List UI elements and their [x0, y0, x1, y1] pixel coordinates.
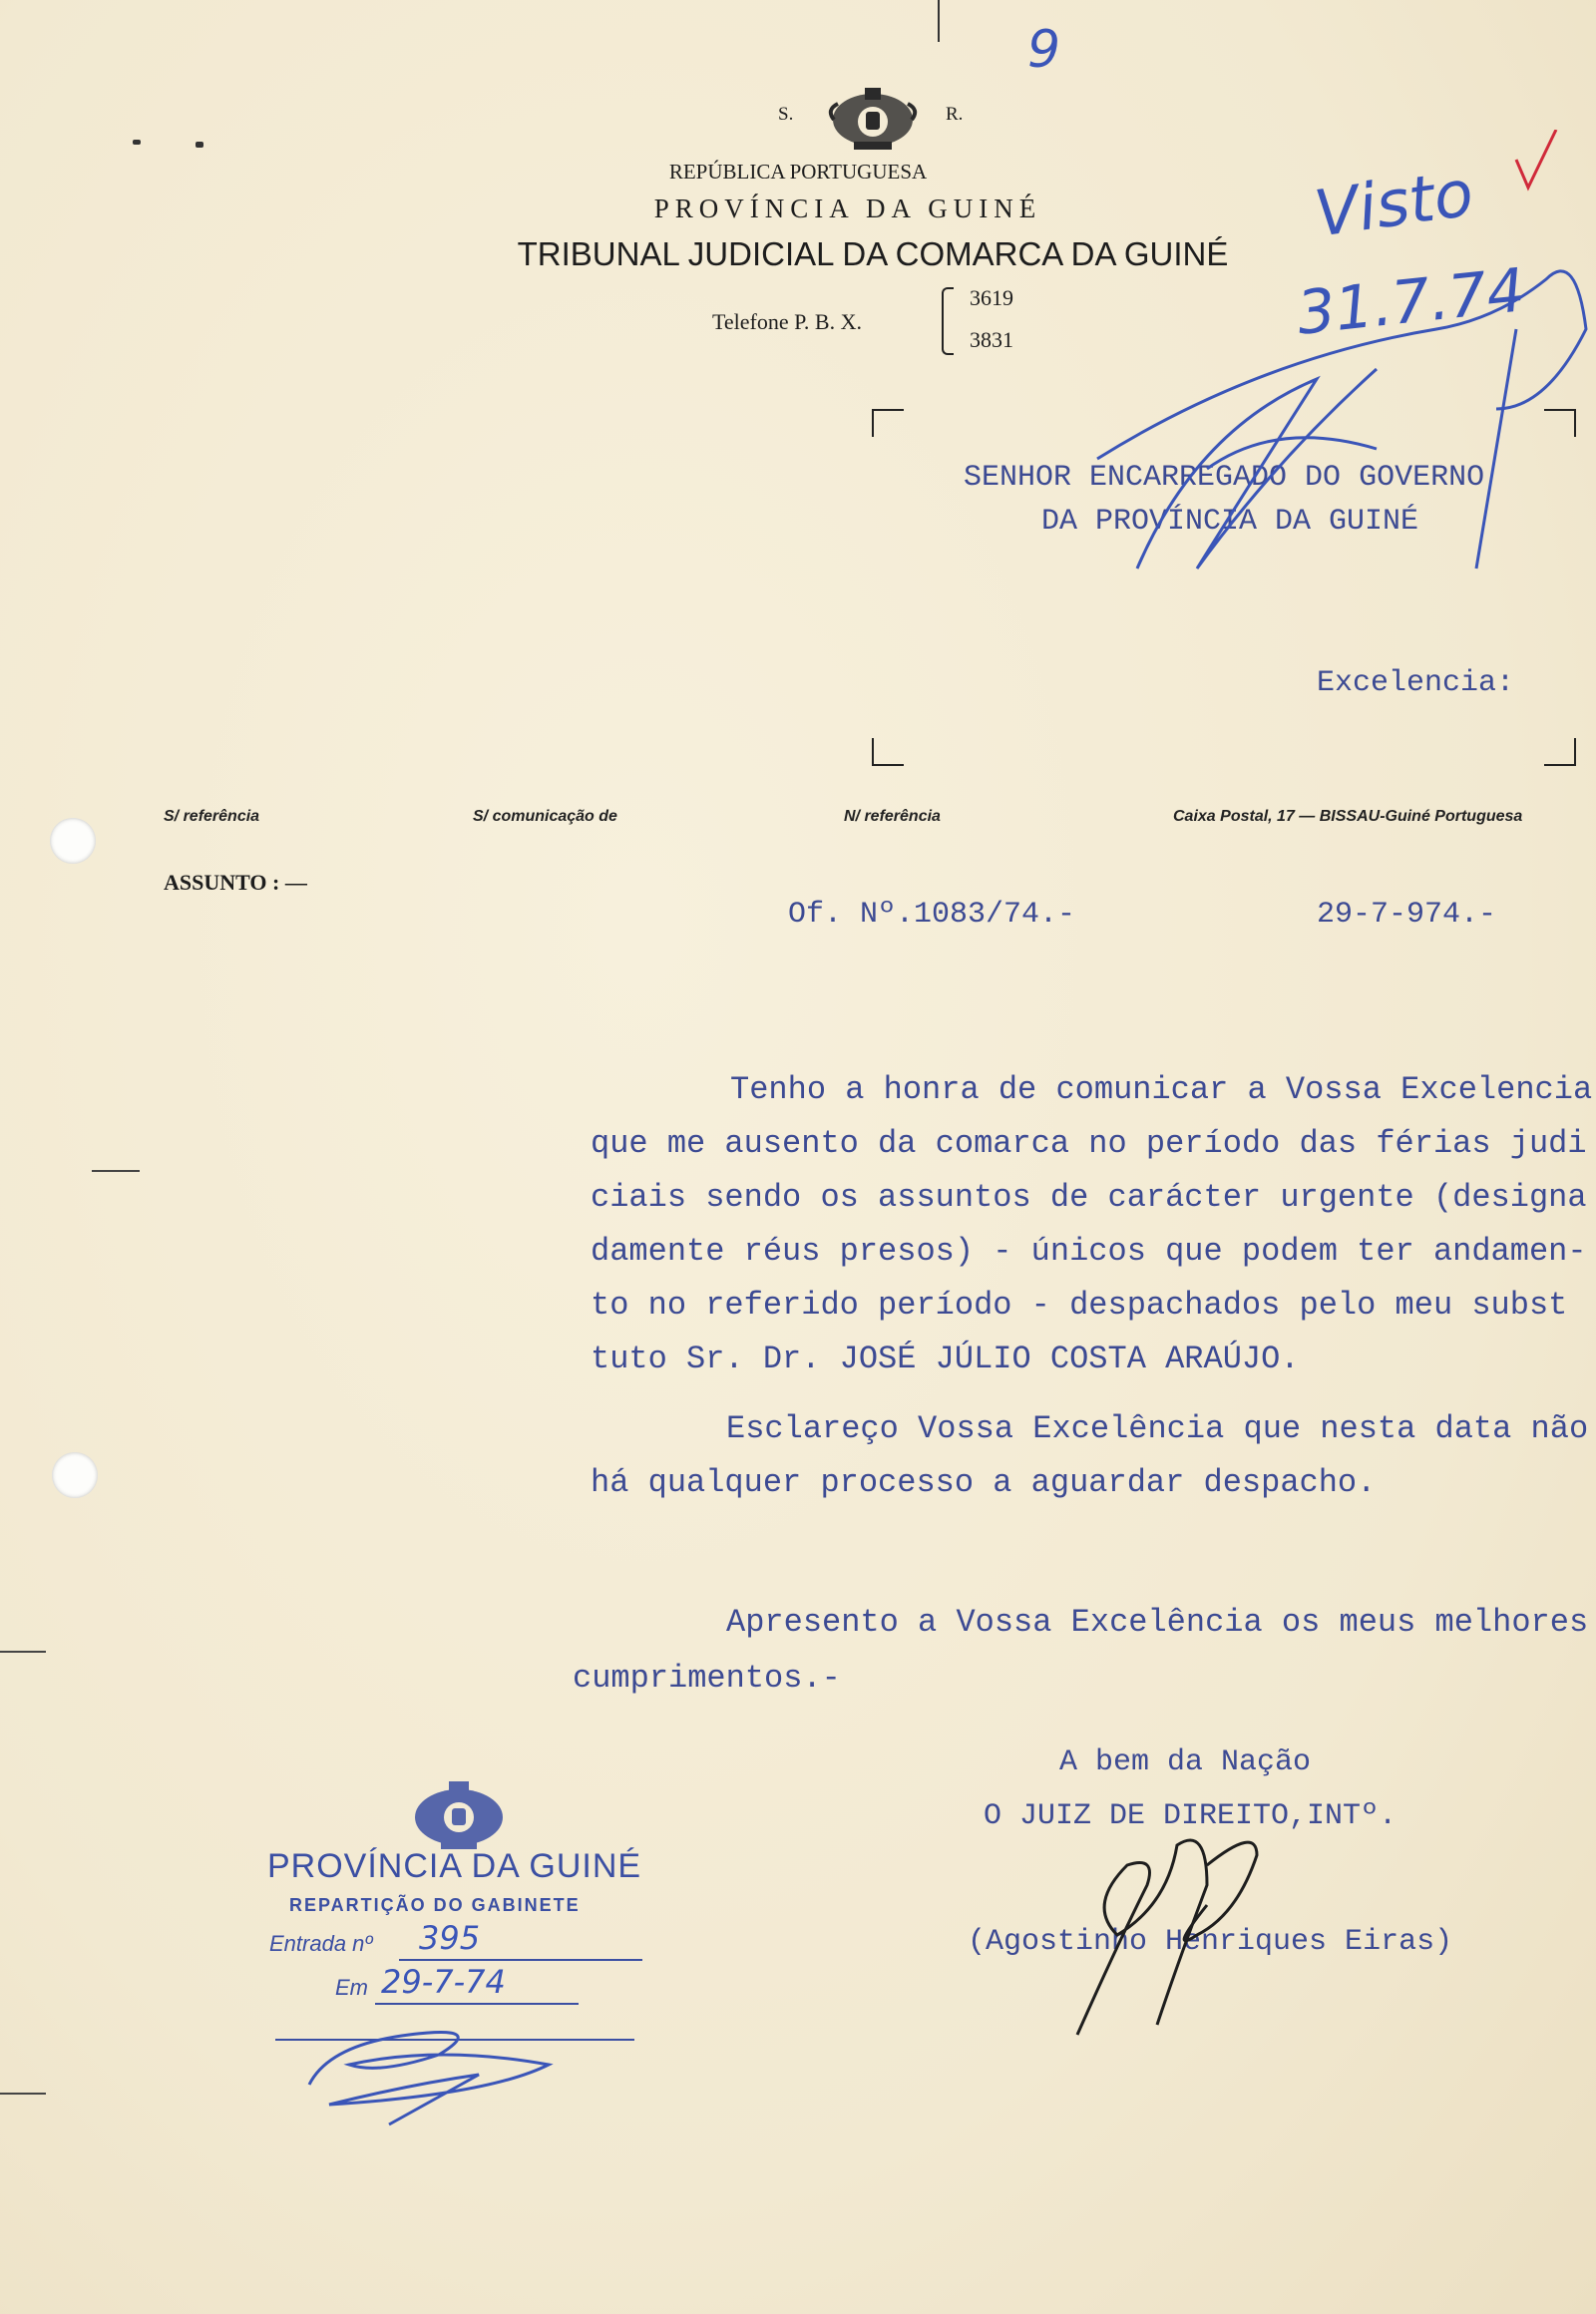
letter-reference: Of. Nº.1083/74.-	[788, 898, 1076, 932]
stamp-entry-label: Entrada nº	[269, 1931, 373, 1956]
letterhead-country: REPÚBLICA PORTUGUESA	[668, 160, 928, 184]
phone-number-2: 3831	[970, 327, 1013, 352]
your-reference-label: S/ referência	[164, 808, 260, 825]
letterhead-left-initial: S.	[778, 104, 794, 125]
stamp-date-label: Em	[335, 1975, 368, 2000]
judge-signature	[1057, 1825, 1277, 2045]
body-line: ciais sendo os assuntos de carácter urgente (designa	[591, 1179, 1587, 1216]
letterhead-court: TRIBUNAL JUDICIAL DA COMARCA DA GUINÉ	[517, 235, 1229, 272]
postal-address: Caixa Postal, 17 — BISSAU-Guiné Portuguesa	[1173, 808, 1523, 825]
phone-number-1: 3619	[970, 285, 1013, 310]
body-line: há qualquer processo a aguardar despacho.	[591, 1464, 1377, 1501]
visto-date-annotation: 31.7.74	[1293, 255, 1529, 349]
annotation-signature-strokes	[1077, 130, 1596, 598]
visto-annotation: Visto	[1310, 157, 1478, 252]
page-number: 9	[1027, 20, 1061, 80]
your-communication-label: S/ comunicação de	[473, 808, 617, 825]
body-line: to no referido período - despachados pelo meu subst	[591, 1287, 1568, 1324]
stamp-subtitle: REPARTIÇÃO DO GABINETE	[289, 1895, 581, 1915]
stamp-entry-value: 395	[419, 1919, 481, 1957]
stamp-title: PROVÍNCIA DA GUINÉ	[267, 1847, 642, 1885]
body-line: Esclareço Vossa Excelência que nesta data não	[726, 1410, 1589, 1447]
phone-label: Telefone P. B. X.	[712, 309, 862, 334]
addressee-line-2: DA PROVÍNCIA DA GUINÉ	[1041, 505, 1419, 539]
address-bracket-top-left	[872, 409, 904, 437]
stamp-entry-underline	[399, 1959, 642, 1961]
letter-date: 29-7-974.-	[1317, 898, 1497, 932]
phone-brace	[942, 287, 954, 355]
salutation: Excelencia:	[1317, 666, 1515, 700]
closing-line-2: O JUIZ DE DIREITO,INTº.	[984, 1799, 1397, 1833]
margin-tick	[0, 2093, 46, 2095]
body-line: cumprimentos.-	[573, 1660, 841, 1697]
body-line: tuto Sr. Dr. JOSÉ JÚLIO COSTA ARAÚJO.	[591, 1341, 1300, 1377]
letterhead-province: PROVÍNCIA DA GUINÉ	[653, 193, 1042, 223]
subject-label: ASSUNTO : —	[164, 870, 307, 895]
top-mark	[938, 0, 940, 42]
body-line: Apresento a Vossa Excelência os meus melhores	[726, 1604, 1589, 1641]
coat-of-arms-icon	[824, 80, 922, 154]
signer-name: (Agostinho Henriques Eiras)	[968, 1925, 1453, 1959]
ink-dot	[196, 142, 203, 148]
body-line: Tenho a honra de comunicar a Vossa Excelencia	[730, 1071, 1593, 1108]
body-line: damente réus presos) - únicos que podem ter andamen-	[591, 1233, 1587, 1270]
body-line: que me ausento da comarca no período das férias judi	[591, 1125, 1587, 1162]
ink-dot	[133, 140, 141, 145]
stamp-initials-scribble	[289, 2015, 589, 2134]
punch-hole	[52, 1452, 98, 1498]
margin-tick	[92, 1170, 140, 1172]
address-bracket-bottom-right	[1544, 738, 1576, 766]
punch-hole	[50, 818, 96, 864]
closing-line-1: A bem da Nação	[1059, 1745, 1312, 1779]
our-reference-label: N/ referência	[844, 808, 941, 825]
addressee-line-1: SENHOR ENCARREGADO DO GOVERNO	[964, 461, 1485, 495]
margin-tick	[0, 1651, 46, 1653]
stamp-emblem-icon	[409, 1775, 509, 1855]
stamp-date-underline	[375, 2003, 579, 2005]
stamp-date-value: 29-7-74	[381, 1963, 506, 2001]
address-bracket-bottom-left	[872, 738, 904, 766]
letterhead-right-initial: R.	[946, 104, 964, 125]
